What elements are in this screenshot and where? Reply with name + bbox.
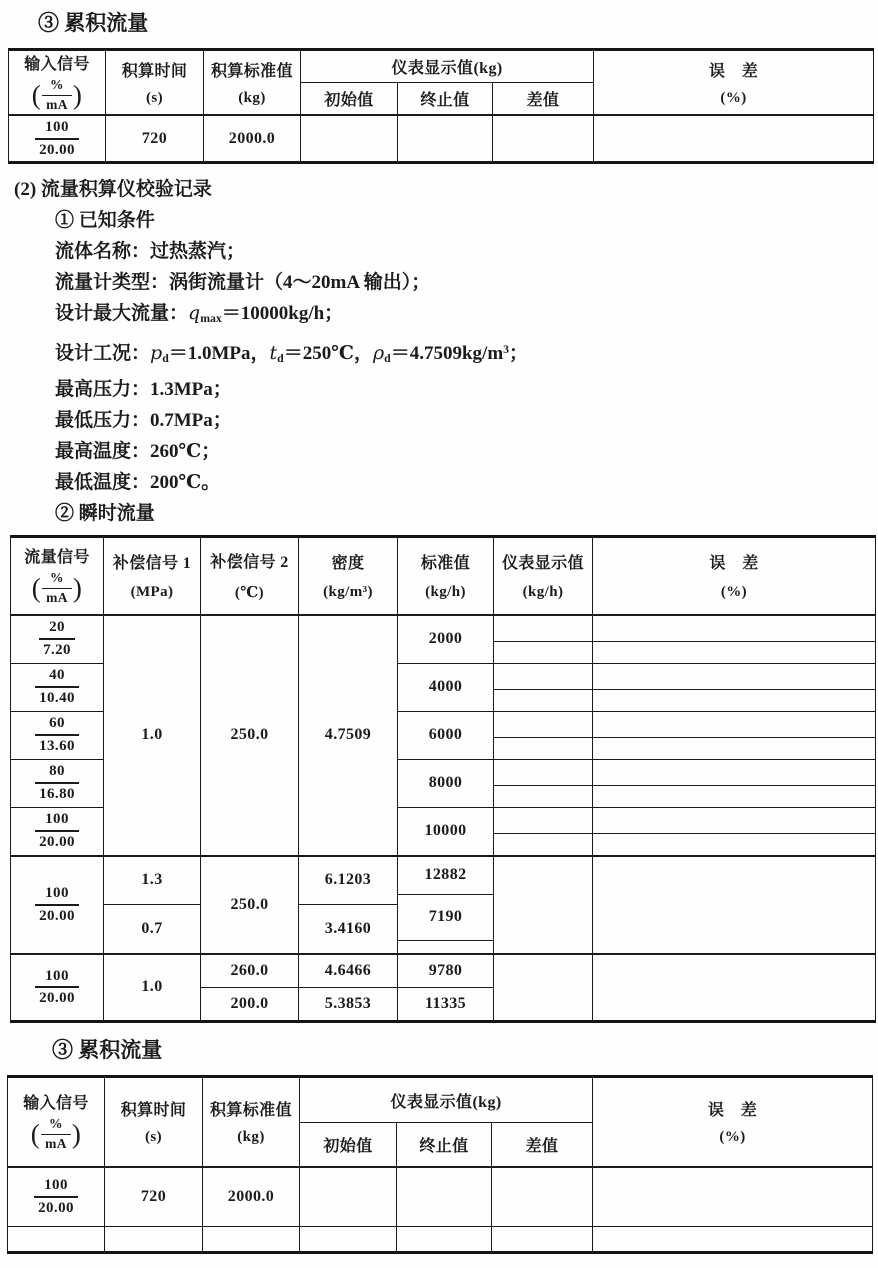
cell-flow-signal bbox=[11, 615, 104, 664]
header-density: 密度 (kg/m³) bbox=[299, 537, 398, 615]
table-row-empty bbox=[8, 1227, 873, 1253]
cell-comp2: 260.0 bbox=[201, 954, 299, 988]
cell-flow-signal bbox=[11, 759, 104, 807]
cell-standard: 2000 bbox=[398, 615, 494, 664]
cell-initial-value bbox=[300, 1167, 397, 1227]
cell-difference bbox=[492, 1227, 593, 1253]
table-header-row bbox=[11, 537, 876, 615]
cell-density: 4.6466 bbox=[299, 954, 398, 988]
cell-input-signal bbox=[8, 1167, 105, 1227]
cell-error bbox=[593, 1167, 873, 1227]
paren-open: ( bbox=[31, 79, 42, 110]
header-error: 误 差 (%) bbox=[593, 1077, 873, 1167]
condition-line: 最低压力：0.7MPa； bbox=[55, 410, 232, 431]
header-error: 误 差 (%) bbox=[593, 537, 876, 615]
cell-standard: 11335 bbox=[398, 988, 494, 1022]
conditions-block bbox=[14, 174, 878, 529]
cell-final-value bbox=[398, 115, 493, 163]
cumulative-flow-table-bottom bbox=[7, 1075, 873, 1254]
percent-ma-fraction bbox=[9, 77, 105, 114]
section-heading-cumulative-flow-top: ③ 累积流量 bbox=[38, 11, 149, 35]
cell-input-signal bbox=[8, 1227, 105, 1253]
cell-display-value bbox=[494, 615, 593, 664]
cell-display-value bbox=[494, 711, 593, 759]
cell-display-value bbox=[494, 663, 593, 711]
fraction: $\frac{\%}{mA}$ bbox=[41, 1116, 71, 1153]
cell-final-value bbox=[397, 1167, 492, 1227]
cell-standard: 6000 bbox=[398, 711, 494, 759]
fraction: $\frac{100}{20.00}$ bbox=[35, 967, 79, 1009]
paren-close: ) bbox=[72, 79, 83, 110]
table-header-row bbox=[8, 1077, 873, 1123]
cell-standard: 12882 bbox=[398, 857, 493, 895]
header-input-signal bbox=[9, 50, 106, 115]
cell-difference bbox=[493, 115, 594, 163]
cell-display-value bbox=[494, 856, 593, 954]
header-display-value: 仪表显示值 (kg/h) bbox=[494, 537, 593, 615]
header-final-value: 终止值 bbox=[398, 83, 493, 115]
header-difference: 差值 bbox=[493, 83, 594, 115]
header-error: 误 差 (%) bbox=[594, 50, 874, 115]
cell-standard-empty bbox=[398, 941, 493, 953]
cell-comp1: 1.0 bbox=[104, 954, 201, 1022]
cell-error bbox=[593, 663, 876, 711]
header-initial-value: 初始值 bbox=[300, 1123, 397, 1167]
cell-difference bbox=[492, 1167, 593, 1227]
fraction: $\frac{100}{20.00}$ bbox=[35, 118, 79, 160]
percent-ma-fraction bbox=[8, 1116, 104, 1153]
cell-totalize-standard: 2000.0 bbox=[204, 115, 301, 163]
cell-totalize-time: 720 bbox=[105, 1167, 203, 1227]
condition-line: 最高温度：260℃； bbox=[55, 441, 221, 462]
record-title: (2) 流量积算仪校验记录 bbox=[14, 179, 212, 201]
cell-totalize-time: 720 bbox=[106, 115, 204, 163]
condition-line: 最高压力：1.3MPa； bbox=[55, 379, 232, 400]
cell-flow-signal bbox=[11, 663, 104, 711]
header-label: 输入信号 bbox=[24, 56, 90, 73]
condition-line: 设计最大流量：qmax＝10000kg/h； bbox=[55, 302, 344, 326]
cell-error bbox=[594, 115, 874, 163]
fraction: $\frac{100}{20.00}$ bbox=[35, 810, 79, 852]
header-display-group: 仪表显示值(kg) bbox=[300, 1077, 593, 1123]
table-row bbox=[8, 1167, 873, 1227]
header-totalize-standard: 积算标准值 (kg) bbox=[204, 50, 301, 115]
cell-standard: 4000 bbox=[398, 663, 494, 711]
cell-display-value bbox=[494, 759, 593, 807]
paren-open: ( bbox=[30, 1119, 41, 1150]
header-comp-signal-1: 补偿信号 1 (MPa) bbox=[104, 537, 201, 615]
fraction: $\frac{100}{20.00}$ bbox=[34, 1176, 78, 1218]
condition-line: 设计工况：pd＝1.0MPa，td＝250℃，$\rho d=4.7509kg/m^3$； bbox=[55, 342, 529, 365]
cell-error bbox=[593, 954, 876, 1022]
fraction: $\frac{\%}{mA}$ bbox=[42, 77, 72, 114]
paren-open: ( bbox=[31, 573, 42, 604]
cell-comp1: 1.0 bbox=[104, 615, 201, 856]
cell-flow-signal bbox=[11, 954, 104, 1022]
table-header-row bbox=[9, 50, 874, 83]
cell-input-signal bbox=[9, 115, 106, 163]
cell-error bbox=[593, 856, 876, 954]
condition-line: 流量计类型：涡街流量计（4～20mA 输出）； bbox=[55, 272, 431, 294]
cell-comp2: 200.0 bbox=[201, 988, 299, 1022]
paren-close: ) bbox=[71, 1119, 82, 1150]
header-flow-signal: 流量信号 ( $\frac{\%}{mA}$ ) bbox=[11, 537, 104, 615]
section-heading-cumulative-flow-bottom: ③ 累积流量 bbox=[52, 1038, 163, 1062]
fraction: $\frac{20}{7.20}$ bbox=[39, 618, 75, 660]
cell-flow-signal bbox=[11, 856, 104, 954]
cell-totalize-time bbox=[105, 1227, 203, 1253]
cell-flow-signal bbox=[11, 807, 104, 856]
cell-density: 6.1203 bbox=[299, 856, 398, 905]
cell-standard: 10000 bbox=[398, 807, 494, 856]
instantaneous-flow-table bbox=[10, 535, 876, 1023]
cumulative-flow-table-top bbox=[8, 48, 874, 164]
cell-error bbox=[593, 615, 876, 664]
header-input-signal: 输入信号 ( $\frac{\%}{mA}$ ) bbox=[8, 1077, 105, 1167]
fraction: $\frac{\%}{mA}$ bbox=[42, 570, 72, 607]
cell-display-value bbox=[494, 954, 593, 1022]
condition-line: 最低温度：200℃。 bbox=[55, 472, 221, 493]
table-row bbox=[11, 856, 876, 905]
table-row bbox=[11, 615, 876, 664]
cell-display-value bbox=[494, 807, 593, 856]
condition-line: 流体名称：过热蒸汽； bbox=[55, 241, 246, 263]
header-standard-value: 标准值 (kg/h) bbox=[398, 537, 494, 615]
header-final-value: 终止值 bbox=[397, 1123, 492, 1167]
header-difference: 差值 bbox=[492, 1123, 593, 1167]
cell-density: 4.7509 bbox=[299, 615, 398, 856]
cell-standard: 7190 bbox=[398, 895, 493, 941]
header-initial-value: 初始值 bbox=[301, 83, 398, 115]
section-heading-instant-flow: ② 瞬时流量 bbox=[55, 503, 155, 524]
cell-error bbox=[593, 711, 876, 759]
cell-error bbox=[593, 1227, 873, 1253]
fraction: $\frac{100}{20.00}$ bbox=[35, 884, 79, 926]
cell-density: 5.3853 bbox=[299, 988, 398, 1022]
cell-flow-signal bbox=[11, 711, 104, 759]
table-row bbox=[11, 954, 876, 988]
cell-standard: 9780 bbox=[398, 954, 494, 988]
cell-comp1: 0.7 bbox=[104, 905, 201, 954]
cell-comp2: 250.0 bbox=[201, 615, 299, 856]
cell-final-value bbox=[397, 1227, 492, 1253]
header-comp-signal-2: 补偿信号 2 (℃) bbox=[201, 537, 299, 615]
cell-comp2: 250.0 bbox=[201, 856, 299, 954]
header-totalize-standard: 积算标准值 (kg) bbox=[203, 1077, 300, 1167]
cell-error bbox=[593, 759, 876, 807]
table-row bbox=[9, 115, 874, 163]
cell-initial-value bbox=[300, 1227, 397, 1253]
cell-standard: 8000 bbox=[398, 759, 494, 807]
cell-comp1: 1.3 bbox=[104, 856, 201, 905]
header-totalize-time: 积算时间 (s) bbox=[105, 1077, 203, 1167]
paren-close: ) bbox=[72, 573, 83, 604]
cell-totalize-standard bbox=[203, 1227, 300, 1253]
fraction: $\frac{40}{10.40}$ bbox=[35, 666, 79, 708]
fraction: $\frac{60}{13.60}$ bbox=[35, 714, 79, 756]
cell-error bbox=[593, 807, 876, 856]
header-display-group: 仪表显示值(kg) bbox=[301, 50, 594, 83]
cell-initial-value bbox=[301, 115, 398, 163]
cell-standard-stack bbox=[398, 856, 494, 954]
fraction: $\frac{80}{16.80}$ bbox=[35, 762, 79, 804]
percent-ma-fraction bbox=[11, 570, 103, 607]
cell-totalize-standard: 2000.0 bbox=[203, 1167, 300, 1227]
known-conditions-heading: ① 已知条件 bbox=[55, 210, 155, 232]
header-totalize-time: 积算时间 (s) bbox=[106, 50, 204, 115]
cell-density: 3.4160 bbox=[299, 905, 398, 954]
